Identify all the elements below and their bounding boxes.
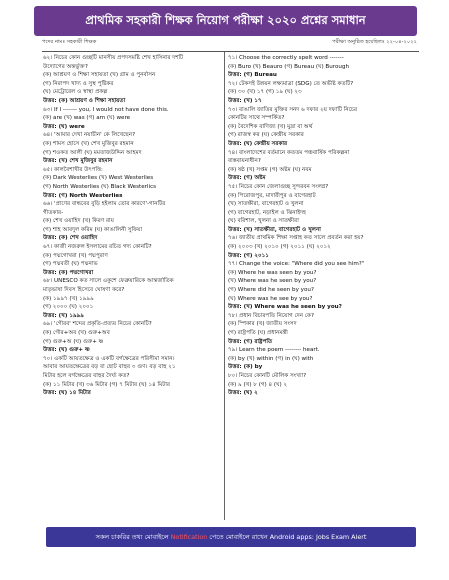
question-line: (গ) শওকত আলী (ঘ) মমতাজউদ্দিন আহমদ — [43, 149, 142, 156]
question-line: (ক) শামস হোসে (খ) শেখ মুজিবুর রহমান — [43, 140, 134, 147]
exam-date: পরীক্ষা অনুষ্ঠিত হয়েছিলঃ ২২-০৪-২০২২ — [332, 39, 417, 45]
question-line: ৭১। Choose the correctly spelt word ------- — [228, 55, 344, 61]
footer-banner — [46, 527, 416, 547]
answer-line: উত্তর: (খ) Where was he seen by you? — [228, 304, 342, 311]
question-line: ৬৪। 'আমার দেখা নয়াচীন' কে লিখেছেন? — [43, 132, 136, 139]
question-line: কোনটির সাথে সম্পর্কিত? — [228, 115, 285, 122]
question-line: (ক) ২০০৩ (খ) ২০১০ (গ) ২০১১ (ঘ) ২০১২ — [228, 244, 331, 251]
question-line: (ক) by (খ) within (গ) in (ঘ) with — [228, 355, 314, 362]
question-line: (ক) Buro (খ) Beauro (গ) Bureau (ঘ) Burough — [228, 63, 350, 70]
question-line: ৬৩। If I ------- you, I would not have done this. — [43, 106, 169, 113]
question-line: ৬৬। 'প্রাণের বান্ধবের বুড়ি হইলাম তোর কারণে'-গানটির — [43, 201, 166, 208]
question-line: ৬২। নিচের কোন গুচ্ছটি মানসীয় প্রপদসমষ্টি শেখ হাসিনার দশটি — [43, 55, 184, 61]
question-line: (ক) Where he was seen by you? — [228, 269, 317, 276]
answer-line: উত্তর: (গ) North Westerlies — [43, 192, 123, 199]
answer-line: উত্তর: (গ) ২০১১ — [228, 252, 269, 259]
answer-line: উত্তর: (খ) ১৭ — [228, 97, 262, 104]
footer-prefix: সকল চাকরির তথ্য মোবাইলে — [95, 532, 169, 541]
question-line: (ক) are (খ) was (গ) am (ঘ) were — [43, 115, 131, 122]
exam-info-row — [42, 39, 417, 51]
question-line: ৮০। নিচের কোনটি মৌলিক সংখ্যা? — [228, 372, 307, 379]
question-line: গীতকার- — [43, 209, 64, 216]
question-line: ৬৯। 'গৌরব' শব্দের প্রকৃতি-প্রত্যয় নিচের কোনটি? — [43, 321, 152, 328]
question-line: (গ) North Westerlies (ঘ) Black Westerlics — [43, 183, 157, 190]
answer-line: উত্তর: (খ) ১৯৯৯ — [43, 312, 84, 319]
question-line: (ক) আশ্রয়ণ ও শিক্ষা সহায়তা (খ) গ্রাম ও পুনর্বাসন — [43, 72, 156, 79]
answer-line: উত্তর: (ঘ) গুরু+ ষ্ণ — [43, 347, 90, 354]
question-line: ৭০। একটি আয়তক্ষেত্র ও একটি বর্গক্ষেত্রের পরিসীমা সমান। — [43, 355, 175, 362]
question-line: (ক) গৌর+অব (খ) গুরু+অব — [43, 330, 110, 336]
question-line: মাতৃভাষা দিবস হিসেবে ঘোষণা করে? — [43, 287, 125, 294]
left-question-column — [43, 54, 221, 520]
question-line: ৬৫। কালবৈশাখীর উৎপত্তি: — [43, 166, 103, 173]
question-line: (ক) বৈদেশিক বাণিজ্য (খ) মুদ্রা বা অর্থ — [228, 123, 313, 130]
page-title-banner — [34, 6, 417, 36]
answer-line: উত্তর: (গ) অষ্টম — [228, 175, 266, 182]
question-line: (ক) ১৯৯৭ (খ) ১৯৯৯ — [43, 295, 94, 302]
question-line: (ক) ১১ মিটার (খ) ৩৬ মিটার (গ) ৭ মিটার (ঘ) ১৪ মিটার — [43, 381, 170, 388]
question-line: উদ্যোগের অন্তর্ভুক্ত? — [43, 63, 88, 70]
question-line: ৭৩। বাঙালি জাতির মুক্তির সনদ ৬ দফার ২য় দফাটি নিচের — [228, 106, 358, 113]
post-name: পদের নামঃ সহকারী শিক্ষক — [42, 39, 97, 45]
answer-line: উত্তর: (গ) রাষ্ট্রপতি — [228, 338, 273, 345]
question-line: ৭৭। Change the voice: "Where did you see him?" — [228, 261, 365, 268]
question-line: (গ) গুরু+অ (ঘ) গুরু+ ষ্ণ — [43, 338, 104, 345]
header-divider — [42, 51, 419, 52]
question-line: (গ) রাজস্ব কর (ঘ) কেন্দ্রীয় সরকার — [228, 132, 304, 139]
question-line: (গ) রাষ্ট্রপতি (ঘ) প্রধানমন্ত্রী — [228, 330, 288, 336]
question-line: (গ) শাহ আবদুল করিম (ঘ) কাঙালিনী সুফিয়া — [43, 226, 143, 233]
column-divider — [224, 52, 225, 520]
question-line: (ঘ) মেট্রোরেল ও স্বাস্থ্য প্রকল্প — [43, 89, 108, 96]
answer-line: উত্তর: (ঘ) ২ — [228, 390, 258, 397]
answer-line: উত্তর: (ক) শেখ ওয়াহিদ — [43, 235, 98, 242]
question-line: (গ) নিরাপদ খাদ্য ও সুস্থ পুষ্টিকর — [43, 80, 114, 87]
question-line: ৭৫। নিচের কোন জেলাগুচ্ছ সুন্দরবন সংলগ্ন? — [228, 183, 329, 190]
question-line: (গ) Where did he seen by you? — [228, 287, 314, 294]
answer-line: উত্তর: (খ) সাতক্ষীরা, বাগেরহাট ও খুলনা — [228, 226, 321, 233]
question-line: ৭৯। Learn the poem -------- heart. — [228, 347, 320, 354]
question-line: (খ) সাতক্ষীরা, বাগেরহাট ও খুলনা — [228, 201, 304, 208]
question-line: ৭৮। প্রধান বিচারপতি নিয়োগ দেন কে? — [228, 312, 314, 319]
footer-highlight: Notification — [170, 533, 208, 541]
question-line: ৭২। টেকসই উন্নয়ন লক্ষ্যমাত্রা (SDG) তে অভীষ্ট কতটি? — [228, 80, 354, 87]
answer-line: উত্তর: (ক) by — [228, 364, 263, 371]
question-line: (ক) Dark Westerlies (খ) West Westerlies — [43, 175, 154, 182]
question-line: (ক) পদ্মগোখরা (খ) পদ্মপুরাণ — [43, 252, 108, 259]
answer-line: উত্তর: (ক) আশ্রয়ণ ও শিক্ষা সহায়তা — [43, 97, 126, 104]
question-line: (ক) শেখ ওয়াহিদ (খ) কিরণ রায় — [43, 218, 114, 225]
answer-line: উত্তর: (ক) পদ্মগোখরা — [43, 269, 94, 276]
question-line: আবার আয়তক্ষেত্রের বড় বা ছোট বাহুর ৩ গুণ। বড় বাহু ২১ — [43, 364, 176, 371]
answer-line: উত্তর: (ঘ) were — [43, 123, 85, 130]
page-title: প্রাথমিক সহকারী শিক্ষক নিয়োগ পরীক্ষা ২০২০ প্রশ্নের সমাধান — [85, 12, 366, 27]
question-line: (ঘ) বরিশাল, খুলনা ও সাতক্ষীরা — [228, 218, 299, 225]
question-line: ৭৪। বাংলাদেশের বর্তমানে কততম পঞ্চবার্ষিক পরিকল্পনা — [228, 149, 350, 156]
question-line: বাস্তবায়নাধীন? — [228, 158, 261, 165]
answer-line: উত্তর: (গ) Bureau — [228, 72, 277, 79]
question-line: (ক) ৯ (খ) ৮ (গ) ৪ (ঘ) ২ — [228, 381, 288, 388]
question-line: ৭৬। জাতীয় প্রাথমিক শিক্ষা সপ্তাহ কত সালে প্রবর্তন করা হয়? — [228, 235, 364, 242]
question-line: (খ) Where was he seen by you? — [228, 278, 317, 285]
answer-line: উত্তর: (খ) শেখ মুজিবুর রহমান — [43, 158, 113, 165]
footer-suffix: পেতে মোবাইলে রাখেন Android apps: Jobs Exam Alert — [209, 532, 367, 541]
question-line: (গ) পদ্মবতী (ঘ) পদ্মনাভ — [43, 261, 98, 268]
answer-line: উত্তর: (ঘ) ১৪ মিটার — [43, 390, 91, 397]
question-line: (ক) ৩০ (খ) ১৭ (গ) ১৯ (ঘ) ২৩ — [228, 89, 302, 96]
right-question-column — [228, 54, 420, 520]
question-line: ৬৮। UNESCO কত সালে একুশে ফেব্রুয়ারিকে আন্তর্জাতিক — [43, 278, 174, 285]
answer-line: উত্তর: (ঘ) কেন্দ্রীয় সরকার — [228, 140, 288, 147]
question-line: মিটার হলে বর্গক্ষেত্রের বাহুর দৈর্ঘ্য কত? — [43, 372, 130, 379]
question-line: (ক) ষষ্ঠ (খ) সপ্তম (গ) অষ্টম (ঘ) নবম — [228, 166, 312, 173]
question-line: (ক) পিরোজপুর, মাদারীপুর ও বাগেরহাট — [228, 192, 316, 199]
question-line: (ক) স্পিকার (খ) জাতীয় সংসদ — [228, 321, 297, 328]
question-line: ৬৭। কাজী নজরুল ইসলামের রচিত গদ্য কোনটি? — [43, 244, 152, 251]
question-line: (ঘ) Where was he see by you? — [228, 295, 313, 302]
question-line: (গ) ২০০০ (ঘ) ২০০১ — [43, 304, 94, 311]
question-line: (গ) বাগেরহাট, নড়াইল ও ঝিনাইদহ — [228, 209, 306, 216]
